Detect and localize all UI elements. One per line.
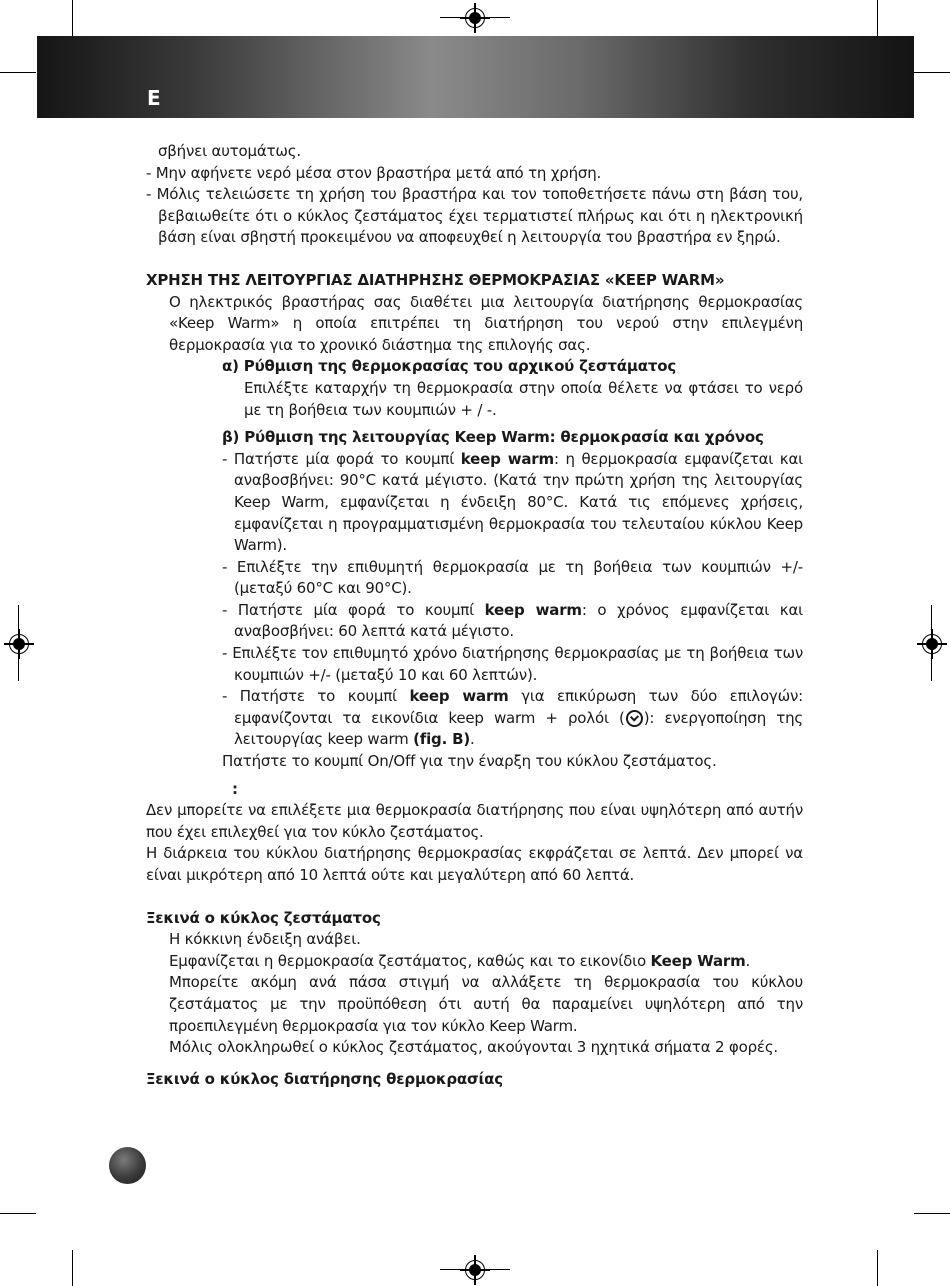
step-3: - Πατήστε μία φορά το κουμπί keep warm: ο χρόνος εμφανίζεται και αναβοσβήνει: 60 λεπτά κατά μέγιστο.: [222, 600, 804, 641]
crop-line: [72, 0, 73, 36]
registration-mark-icon: [465, 1260, 485, 1280]
page-number-dot: [109, 1147, 146, 1184]
step-2: - Επιλέξτε την επιθυμητή θερμοκρασία με τη βοήθεια των κουμπιών +/- (μεταξύ 60°C και 90°C).: [222, 557, 803, 598]
crop-line: [877, 1250, 878, 1286]
keep-warm-term: keep warm: [460, 449, 554, 468]
crop-line: [0, 72, 36, 73]
final-instruction: Πατήστε το κουμπί On/Off για την έναρξη του κύκλου ζεστάματος.: [222, 752, 717, 771]
step-4: - Επιλέξτε τον επιθυμητό χρόνο διατήρησης θερμοκρασίας με τη βοήθεια των κουμπιών +/- (μεταξύ 10 και 60 λεπτών).: [222, 644, 803, 684]
registration-mark-icon: [9, 634, 29, 654]
crop-line: [72, 1250, 73, 1286]
continued-line: σβήνει αυτομάτως.: [158, 142, 301, 160]
crop-line: [914, 1213, 950, 1214]
step-1: - Πατήστε μία φορά το κουμπί keep warm: η θερμοκρασία εμφανίζεται και αναβοσβήνει: 90°C κατά μέγιστο. (Κατά την πρώτη χρήση της λειτουργίας Keep Warm, εμφανίζεται η ένδειξη 80°C. Κατά τις επόμενες χρήσεις, εμφανίζεται η προγραμματισμένη θερμοκρασία του τελευταίου κύκλου Keep Warm).: [222, 449, 804, 555]
heating-p3: Μπορείτε ακόμη ανά πάσα στιγμή να αλλάξετε τη θερμοκρασία του κύκλου ζεστάματος με την προϋπόθεση ότι αυτή θα παραμείνει υψηλότερη από την προεπιλεγμένη θερμοκρασία για τον κύκλο Keep Warm.: [169, 973, 803, 1035]
bullet-base: - Μόλις τελειώσετε τη χρήση του βραστήρα και τον τοποθετήσετε πάνω στη βάση του, βεβαιωθείτε ότι ο κύκλος ζεστάματος έχει τερματιστεί πλήρως και ότι η ηλεκτρονική βάση είναι σβηστή προκειμένου να αποφευχθεί η λειτουργία του βραστήρα εν ξηρώ.: [146, 185, 803, 247]
document-body: [146, 141, 803, 1090]
heating-p4: Μόλις ολοκληρωθεί ο κύκλος ζεστάματος, ακούγονται 3 ηχητικά σήματα 2 φορές.: [169, 1038, 779, 1057]
header-band: [37, 36, 914, 118]
heating-p2: Εμφανίζεται η θερμοκρασία ζεστάματος, καθώς και το εικονίδιο Keep Warm.: [169, 951, 751, 970]
subsection-b-title: β) Ρύθμιση της λειτουργίας Keep Warm: θερμοκρασία και χρόνος: [222, 428, 764, 447]
keep-warm-intro: Ο ηλεκτρικός βραστήρας σας διαθέτει μια λειτουργία διατήρησης θερμοκρασίας «Keep Warm» η οποία επιτρέπει τη διατήρηση του νερού στην επιλεγμένη θερμοκρασία για το χρονικό διάστημα της επιλογής σας.: [169, 292, 803, 354]
heating-p1: Η κόκκινη ένδειξη ανάβει.: [169, 930, 361, 949]
note-2: Η διάρκεια του κύκλου διατήρησης θερμοκρασίας εκφράζεται σε λεπτά. Δεν μπορεί να είναι μικρότερη από 10 λεπτά ούτε και μεγαλύτερη από 60 λεπτά.: [146, 844, 803, 884]
keep-warm-icon-label: Keep Warm: [650, 951, 746, 970]
bullet-water: - Μην αφήνετε νερό μέσα στον βραστήρα μετά από τη χρήση.: [146, 163, 602, 182]
crop-line: [914, 72, 950, 73]
crop-line: [877, 0, 878, 36]
note-marker: :: [232, 779, 238, 798]
note-1: Δεν μπορείτε να επιλέξετε μια θερμοκρασία διατήρησης που είναι υψηλότερη από αυτήν που έχει επιλεχθεί για τον κύκλο ζεστάματος.: [146, 801, 803, 841]
clock-icon: [626, 710, 643, 727]
step-5: - Πατήστε το κουμπί keep warm για επικύρωση των δύο επιλογών: εμφανίζονται τα εικονίδια keep warm + ρολόι ( ): ενεργοποίηση της λειτουργίας keep warm (fig. B).: [222, 687, 804, 749]
keep-warm-term: keep warm: [484, 600, 582, 619]
crop-line: [0, 1213, 36, 1214]
section-heading-keep-cycle: Ξεκινά ο κύκλος διατήρησης θερμοκρασίας: [146, 1069, 503, 1088]
section-heading-heating: Ξεκινά ο κύκλος ζεστάματος: [146, 908, 381, 927]
keep-warm-term: keep warm: [409, 687, 509, 706]
subsection-a-title: α) Ρύθμιση της θερμοκρασίας του αρχικού ζεστάματος: [222, 357, 677, 376]
subsection-a-text: Επιλέξτε καταρχήν τη θερμοκρασία στην οποία θέλετε να φτάσει το νερό με τη βοήθεια των κουμπιών + / -.: [244, 378, 803, 419]
section-heading-keep-warm: ΧΡΗΣΗ ΤΗΣ ΛΕΙΤΟΥΡΓΙΑΣ ΔΙΑΤΗΡΗΣΗΣ ΘΕΡΜΟΚΡΑΣΙΑΣ «KEEP WARM»: [146, 270, 725, 289]
registration-mark-icon: [465, 8, 485, 28]
figure-reference: (fig. B): [413, 730, 470, 749]
section-letter: E: [147, 86, 161, 110]
registration-mark-icon: [922, 634, 942, 654]
